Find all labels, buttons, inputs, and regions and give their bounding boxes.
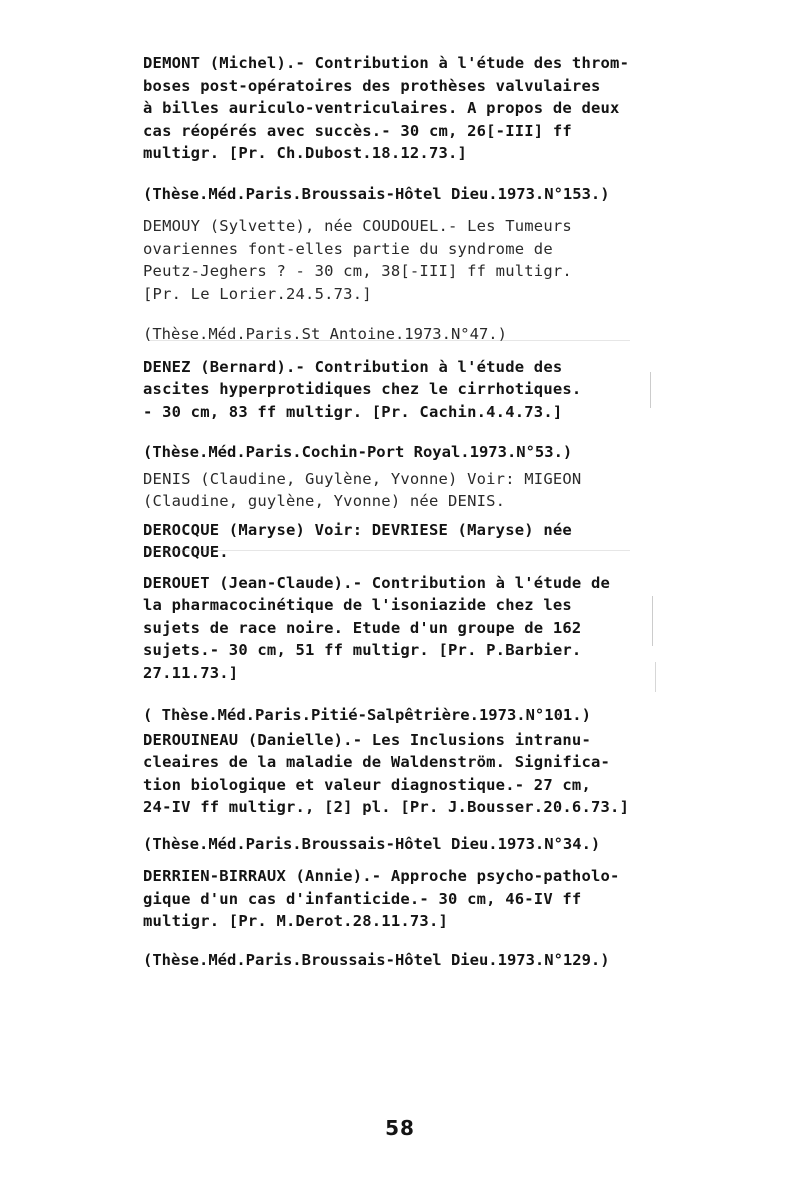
entry-derocque (143, 519, 683, 564)
entry-line: DEROCQUE. (143, 543, 229, 561)
thesis-reference: (Thèse.Méd.Paris.Broussais-Hôtel Dieu.1973.N°34.) (143, 834, 601, 853)
entry-line: cas réopérés avec succès.- 30 cm, 26[-III] ff (143, 121, 572, 140)
entry-line: 24-IV ff multigr., [2] pl. [Pr. J.Bousser.20.6.73.] (143, 798, 630, 816)
entry-line: boses post-opératoires des prothèses valvulaires (143, 76, 601, 95)
scan-mark (655, 662, 656, 692)
entry-denis (143, 468, 683, 513)
entry-line: (Claudine, guylène, Yvonne) née DENIS. (143, 492, 506, 510)
entry-line: DEROUINEAU (Danielle).- Les Inclusions intranu- (143, 730, 591, 749)
entry-denez (143, 356, 683, 424)
entry-line: cleaires de la maladie de Waldenström. Significa- (143, 753, 611, 771)
entry-line: multigr. [Pr. Ch.Dubost.18.12.73.] (143, 144, 468, 162)
entry-line: gique d'un cas d'infanticide.- 30 cm, 46-IV ff (143, 889, 582, 908)
entry-line: DENIS (Claudine, Guylène, Yvonne) Voir: MIGEON (143, 469, 582, 488)
entry-line: DEROCQUE (Maryse) Voir: DEVRIESE (Maryse) née (143, 520, 572, 539)
entry-line: DEROUET (Jean-Claude).- Contribution à l'étude de (143, 573, 611, 592)
entry-demouy (143, 215, 683, 305)
thesis-reference: ( Thèse.Méd.Paris.Pitié-Salpêtrière.1973.N°101.) (143, 706, 591, 724)
entry-line: Peutz-Jeghers ? - 30 cm, 38[-III] ff multigr. (143, 262, 572, 280)
entry-line: ovariennes font-elles partie du syndrome de (143, 239, 553, 258)
entry-line: DEMOUY (Sylvette), née COUDOUEL.- Les Tumeurs (143, 217, 572, 235)
entry-line: sujets de race noire. Etude d'un groupe de 162 (143, 618, 582, 637)
entry-line: la pharmacocinétique de l'isoniazide chez les (143, 596, 572, 614)
thesis-reference: (Thèse.Méd.Paris.St Antoine.1973.N°47.) (143, 325, 507, 343)
entry-line: [Pr. Le Lorier.24.5.73.] (143, 284, 372, 303)
entry-line: multigr. [Pr. M.Derot.28.11.73.] (143, 912, 449, 930)
entry-line: DEMONT (Michel).- Contribution à l'étude des throm- (143, 54, 630, 72)
thesis-reference: (Thèse.Méd.Paris.Broussais-Hôtel Dieu.1973.N°153.) (143, 184, 610, 203)
scan-mark (650, 372, 651, 408)
entry-line: tion biologique et valeur diagnostique.- 27 cm, (143, 775, 591, 794)
page-number: 58 (385, 1116, 415, 1140)
entry-line: ascites hyperprotidiques chez le cirrhotiques. (143, 380, 582, 398)
scan-mark (150, 550, 630, 551)
scan-mark (150, 340, 630, 341)
entry-line: DENEZ (Bernard).- Contribution à l'étude des (143, 357, 563, 376)
entry-line: à billes auriculo-ventriculaires. A propos de deux (143, 99, 620, 117)
thesis-reference: (Thèse.Méd.Paris.Cochin-Port Royal.1973.N°53.) (143, 443, 573, 461)
thesis-reference: (Thèse.Méd.Paris.Broussais-Hôtel Dieu.1973.N°129.) (143, 950, 610, 969)
entry-derouineau (143, 729, 683, 819)
entry-line: - 30 cm, 83 ff multigr. [Pr. Cachin.4.4.73.] (143, 402, 563, 421)
entry-derouet (143, 572, 683, 685)
entry-demont (143, 52, 683, 165)
entry-derrien-birraux (143, 865, 683, 933)
entry-list (143, 52, 683, 981)
scan-mark (652, 596, 653, 646)
entry-line: DERRIEN-BIRRAUX (Annie).- Approche psycho-patholo- (143, 867, 620, 885)
entry-line: 27.11.73.] (143, 663, 239, 682)
entry-line: sujets.- 30 cm, 51 ff multigr. [Pr. P.Barbier. (143, 641, 582, 659)
